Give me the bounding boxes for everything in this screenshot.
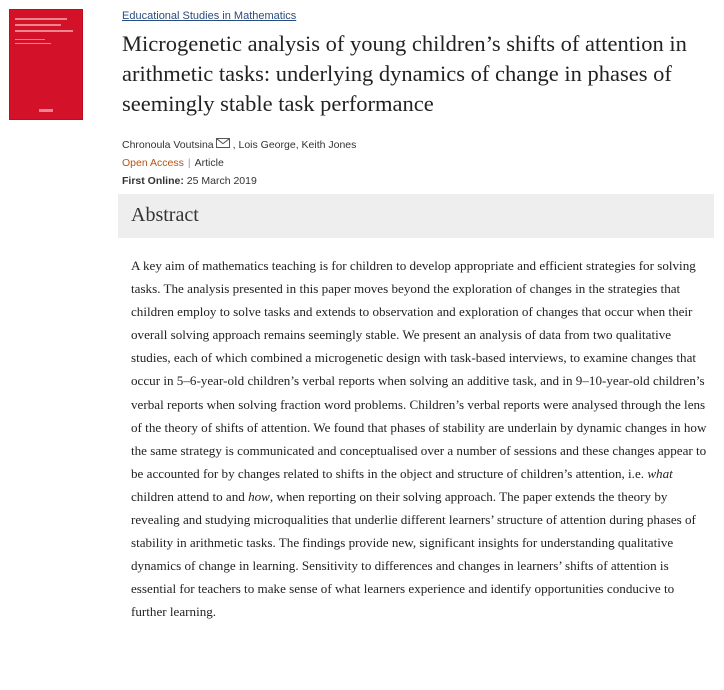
abstract-text [131, 254, 711, 624]
author-link-voutsina[interactable]: Chronoula Voutsina [122, 138, 214, 151]
cover-decoration [15, 18, 67, 20]
first-online [122, 175, 257, 187]
abstract-heading: Abstract [131, 204, 199, 226]
article-type: Article [194, 157, 224, 169]
other-authors: , Lois George, Keith Jones [232, 138, 357, 151]
cover-decoration [15, 30, 73, 32]
abstract-emphasis: what [647, 465, 673, 481]
journal-cover-image[interactable] [9, 9, 83, 120]
cover-decoration [39, 109, 53, 112]
first-online-label: First Online: [122, 175, 184, 187]
article-meta: Open Access | Article [122, 157, 224, 169]
abstract-text-part: , when reporting on their solving approach. The paper extends the theory by revealing and studying microqualities that underlie different learners’ structure of attention during phases of stability in arithmetic tasks. The findings provide new, significant insights for understanding qualitative dynamics of change in learning. Sensitivity to differences and changes in learners’ shifts of attention is essential for teachers to make sense of what learners experience and identify opportunities conducive to further learning. [131, 488, 696, 620]
abstract-emphasis: how [248, 488, 270, 504]
author-list [122, 138, 356, 151]
cover-decoration [15, 43, 51, 44]
abstract-section-header [118, 194, 714, 238]
envelope-icon[interactable] [216, 138, 230, 151]
article-title: Microgenetic analysis of young children’s shifts of attention in arithmetic tasks: underlying dynamics of change in phases of seemingly stable task performance [122, 31, 687, 116]
first-online-date: 25 March 2019 [186, 175, 257, 187]
journal-link[interactable]: Educational Studies in Mathematics [122, 10, 297, 22]
abstract-text-part: A key aim of mathematics teaching is for children to develop appropriate and efficient strategies for solving tasks. The analysis presented in this paper moves beyond the exploration of changes in the strategies that children employ to solve tasks and extends to observation and exploration of changes that occur when their overall solving approach remains seemingly stable. We present an analysis of data from two qualitative studies, each of which combined a microgenetic design with task-based interviews, to examine changes that occur in 5–6-year-old children’s verbal reports when solving an additive task, and in 9–10-year-old children’s verbal reports when solving fraction word problems. Children’s verbal reports were analysed through the lens of the theory of shifts of attention. We found that phases of stability are underlain by dynamic changes in how the same strategy is communicated and conceptualised over a number of sessions and these changes appear to be accounted for by changes related to shifts in the object and structure of children’s attention, i.e. [131, 258, 707, 481]
abstract-text-part: children attend to and [131, 488, 249, 504]
cover-decoration [15, 39, 45, 40]
open-access-badge: Open Access [122, 157, 184, 169]
cover-decoration [15, 24, 61, 26]
